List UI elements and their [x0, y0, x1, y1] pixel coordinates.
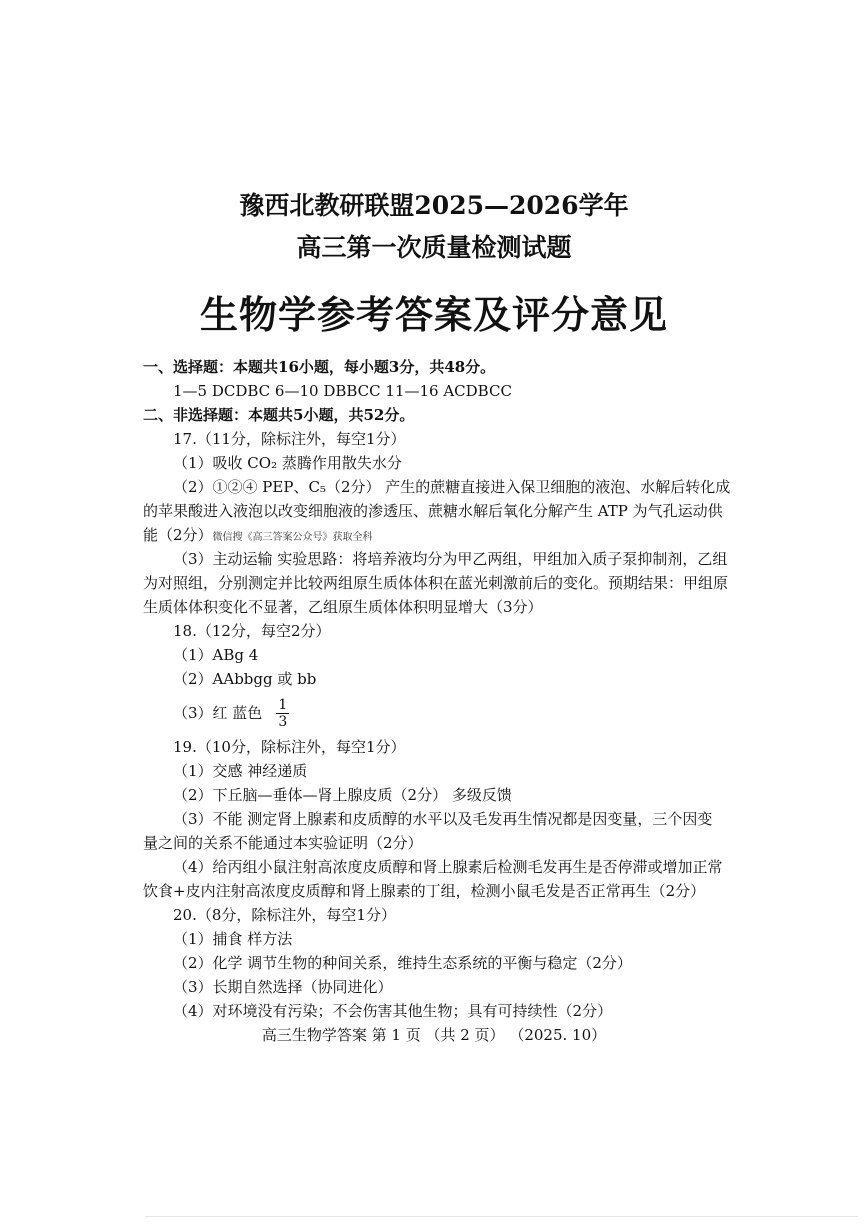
- q19-answer3: [143, 807, 728, 855]
- q20-answer1: （1）捕食 样方法: [173, 930, 293, 948]
- q17-answer2-row: 能（2分）: [143, 526, 213, 544]
- q18-heading: 18.（12分，每空2分）: [173, 622, 331, 640]
- q19-answer2: （2）下丘脑—垂体—肾上腺皮质（2分） 多级反馈: [173, 786, 512, 804]
- q20-answer4: （4）对环境没有污染；不会伤害其他生物；具有可持续性（2分）: [173, 1002, 613, 1020]
- q19-answer1: （1）交感 神经递质: [173, 762, 308, 780]
- q20-heading: 20.（8分，除标注外，每空1分）: [173, 906, 396, 924]
- q18-answer2: （2）AAbbgg 或 bb: [173, 670, 317, 688]
- exam-title-line1: 豫西北教研联盟2025—2026学年: [239, 191, 629, 220]
- exam-main-title: 生物学参考答案及评分意见: [199, 292, 668, 337]
- q17-answer2: [143, 475, 731, 547]
- bottom-divider: [145, 1216, 858, 1217]
- section2-heading: 二、非选择题：本题共5小题，共52分。: [143, 406, 415, 424]
- q19-heading: 19.（10分，除标注外，每空1分）: [173, 738, 406, 756]
- q17-answer2-row: （2）①②④ PEP、C₅（2分） 产生的蔗糖直接进入保卫细胞的液泡、水解后转化成: [173, 478, 731, 496]
- q17-answer3: [143, 547, 728, 619]
- answer-content: [143, 355, 731, 1023]
- fraction-denominator: 3: [278, 713, 288, 730]
- q20-answer2: （2）化学 调节生物的种间关系，维持生态系统的平衡与稳定（2分）: [173, 954, 632, 972]
- q20-answer3: （3）长期自然选择（协同进化）: [173, 978, 393, 996]
- q18-answer1: （1）ABg 4: [173, 646, 259, 664]
- choice-answers: 1—5 DCDBC 6—10 DBBCC 11—16 ACDBCC: [173, 382, 512, 400]
- fraction-numerator: 1: [278, 696, 288, 713]
- q18-answer3: [143, 691, 728, 735]
- q19-answer4: [143, 855, 728, 903]
- q17-answer3-row: （3）主动运输 实验思路：将培养液均分为甲乙两组，甲组加入质子泵抑制剂，乙组: [173, 550, 728, 568]
- q17-answer1: （1）吸收 CO₂ 蒸腾作用散失水分: [173, 454, 402, 472]
- q19-answer3-row: （3）不能 测定肾上腺素和皮质醇的水平以及毛发再生情况都是因变量，三个因变: [173, 810, 713, 828]
- q19-answer4-row: （4）给丙组小鼠注射高浓度皮质醇和肾上腺素后检测毛发再生是否停滞或增加正常: [173, 858, 723, 876]
- q17-answer2-last-row: [143, 523, 728, 547]
- exam-title-line2: 高三第一次质量检测试题: [296, 233, 572, 262]
- page-footer: 高三生物学答案 第 1 页 （共 2 页） （2025. 10）: [261, 1026, 607, 1044]
- q18-answer3-text: （3）红 蓝色: [173, 704, 263, 722]
- q17-heading: 17.（11分，除标注外，每空1分）: [173, 430, 406, 448]
- q19-answer4-row: 饮食+皮内注射高浓度皮质醇和肾上腺素的丁组，检测小鼠毛发是否正常再生（2分）: [143, 882, 706, 900]
- q19-answer3-row: 量之间的关系不能通过本实验证明（2分）: [143, 834, 423, 852]
- watermark-note: 微信搜《高三答案公众号》获取全科: [212, 532, 373, 543]
- q17-answer3-row: 生质体体积变化不显著，乙组原生质体体积明显增大（3分）: [143, 598, 543, 616]
- fraction: [276, 697, 289, 730]
- q17-answer3-row: 为对照组，分别测定并比较两组原生质体体积在蓝光刺激前后的变化。预期结果：甲组原: [143, 574, 729, 592]
- section1-heading: 一、选择题：本题共16小题，每小题3分，共48分。: [143, 358, 496, 376]
- q17-answer2-row: 的苹果酸进入液泡以改变细胞液的渗透压、蔗糖水解后氧化分解产生 ATP 为气孔运动供: [143, 502, 723, 520]
